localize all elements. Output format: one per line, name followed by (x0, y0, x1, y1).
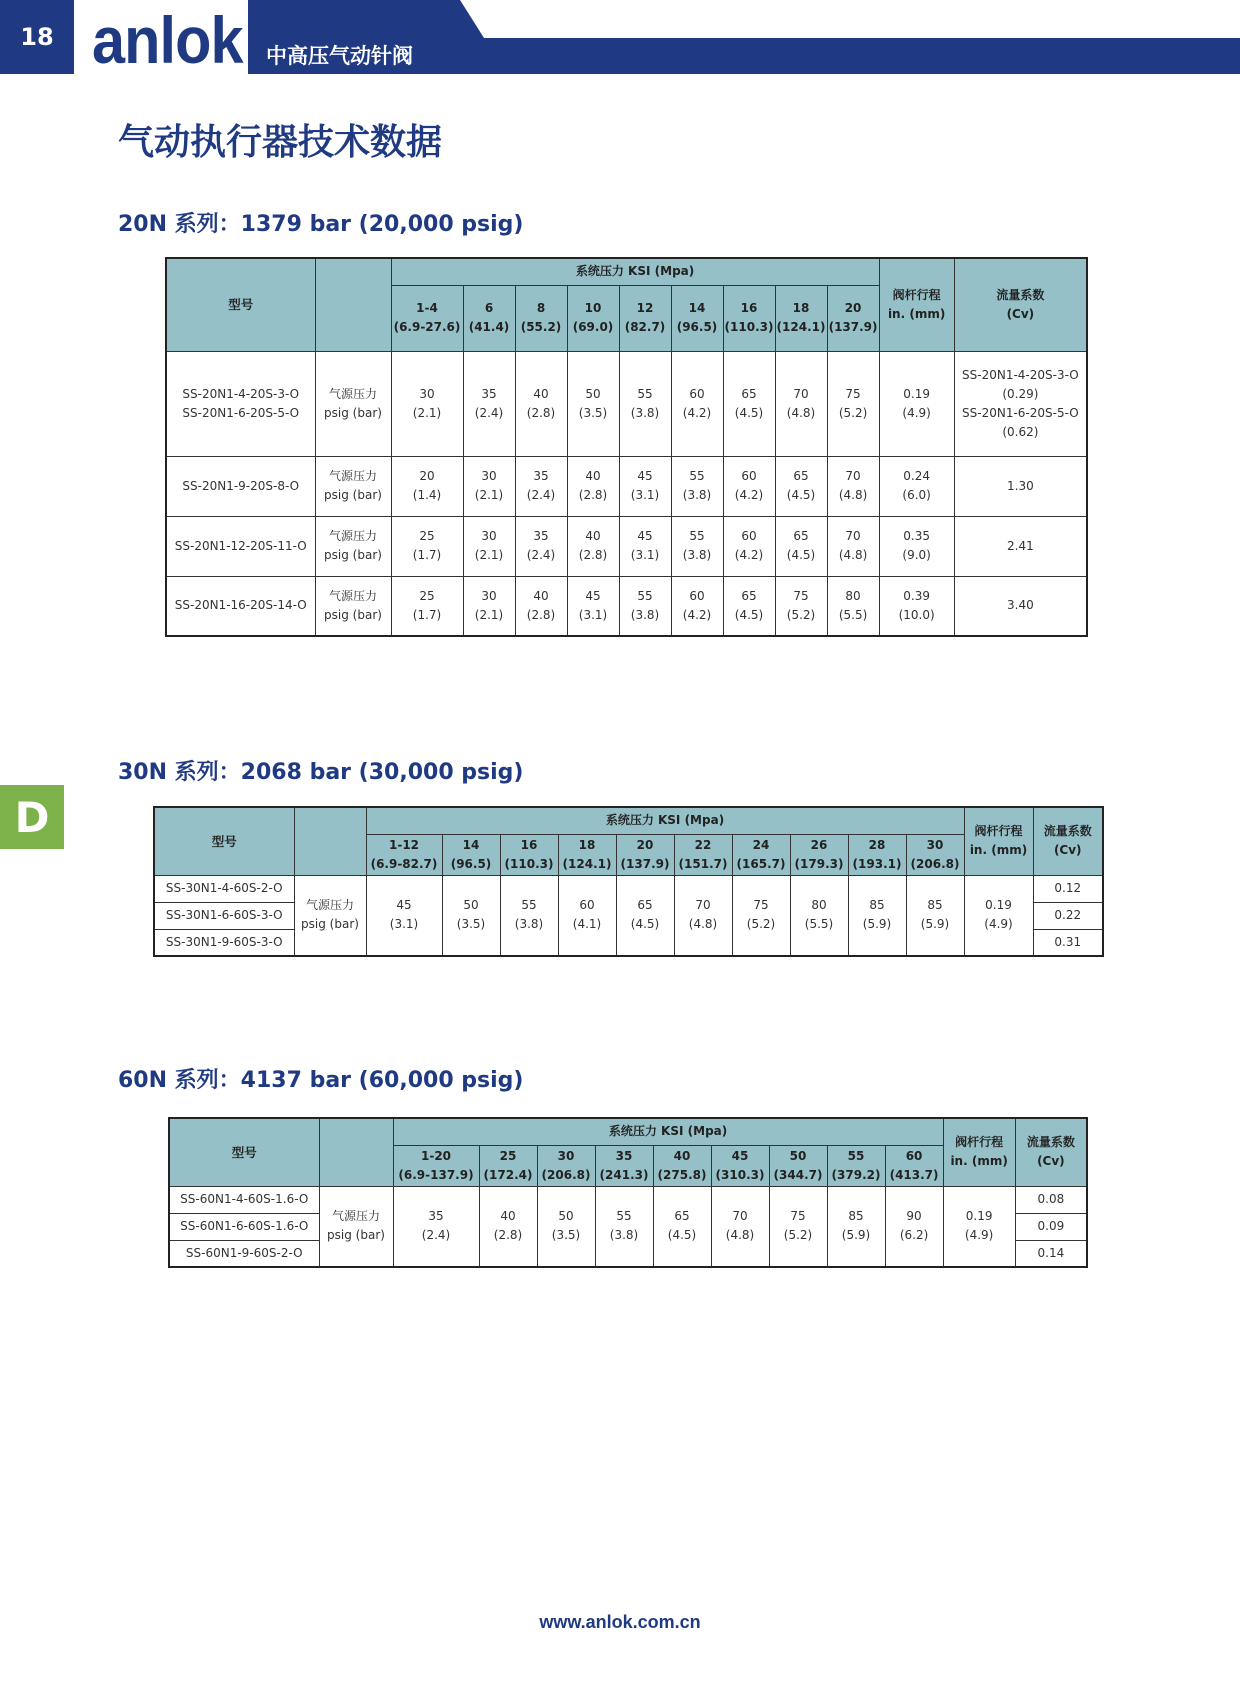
footer-website: www.anlok.com.cn (539, 1612, 701, 1632)
pressure-value: 55 (3.8) (619, 576, 671, 636)
cv-header: 流量系数 (Cv) (954, 258, 1087, 351)
table-row (166, 516, 1087, 576)
pressure-column-header: 40 (275.8) (653, 1145, 711, 1186)
table-row (166, 456, 1087, 516)
model-header: 型号 (166, 258, 315, 351)
page-title: 气动执行器技术数据 (118, 122, 443, 163)
stroke-value: 0.39 (10.0) (879, 576, 954, 636)
pressure-value: 75 (5.2) (769, 1186, 827, 1267)
pressure-value: 40 (2.8) (567, 516, 619, 576)
pressure-value: 65 (4.5) (775, 516, 827, 576)
pressure-value: 70 (4.8) (674, 875, 732, 956)
pressure-value: 90 (6.2) (885, 1186, 943, 1267)
pressure-value: 65 (4.5) (653, 1186, 711, 1267)
pressure-value: 30 (2.1) (463, 456, 515, 516)
model-cell: SS-20N1-4-20S-3-O SS-20N1-6-20S-5-O (166, 351, 315, 456)
pressure-column-header: 1-20 (6.9-137.9) (393, 1145, 479, 1186)
pressure-value: 75 (5.2) (827, 351, 879, 456)
pressure-column-header: 45 (310.3) (711, 1145, 769, 1186)
pressure-value: 85 (5.9) (906, 875, 964, 956)
source-pressure-label: 气源压力 psig (bar) (294, 875, 366, 956)
pressure-value: 35 (2.4) (463, 351, 515, 456)
pressure-value: 70 (4.8) (827, 456, 879, 516)
pressure-column-header: 1-4 (6.9-27.6) (391, 285, 463, 351)
pressure-column-header: 14 (96.5) (442, 834, 500, 875)
source-pressure-header (315, 258, 391, 351)
pressure-value: 50 (3.5) (442, 875, 500, 956)
pressure-value: 55 (3.8) (595, 1186, 653, 1267)
model-cell: SS-30N1-6-60S-3-O (154, 902, 294, 929)
stroke-value: 0.19 (4.9) (964, 875, 1033, 956)
cv-value: 2.41 (954, 516, 1087, 576)
cv-value: 3.40 (954, 576, 1087, 636)
pressure-value: 85 (5.9) (827, 1186, 885, 1267)
pressure-value: 80 (5.5) (790, 875, 848, 956)
source-pressure-label: 气源压力 psig (bar) (319, 1186, 393, 1267)
pressure-column-header: 6 (41.4) (463, 285, 515, 351)
pressure-value: 65 (4.5) (723, 576, 775, 636)
stroke-value: 0.19 (4.9) (879, 351, 954, 456)
pressure-column-header: 25 (172.4) (479, 1145, 537, 1186)
pressure-value: 55 (3.8) (671, 516, 723, 576)
spec-table-30n (153, 806, 1104, 957)
model-header: 型号 (169, 1118, 319, 1186)
stroke-header: 阀杆行程 in. (mm) (964, 807, 1033, 875)
pressure-value: 45 (3.1) (366, 875, 442, 956)
pressure-column-header: 60 (413.7) (885, 1145, 943, 1186)
pressure-value: 60 (4.2) (723, 516, 775, 576)
section-title-20n: 20N 系列：1379 bar (20,000 psig) (118, 212, 524, 237)
cv-value: 0.12 (1033, 875, 1103, 902)
pressure-value: 75 (5.2) (775, 576, 827, 636)
cv-header: 流量系数 (Cv) (1015, 1118, 1087, 1186)
pressure-column-header: 35 (241.3) (595, 1145, 653, 1186)
stroke-header: 阀杆行程 in. (mm) (879, 258, 954, 351)
system-pressure-header: 系统压力 KSI (Mpa) (366, 807, 964, 834)
pressure-value: 55 (3.8) (619, 351, 671, 456)
pressure-value: 70 (4.8) (711, 1186, 769, 1267)
pressure-value: 65 (4.5) (723, 351, 775, 456)
stroke-header: 阀杆行程 in. (mm) (943, 1118, 1015, 1186)
model-cell: SS-20N1-9-20S-8-O (166, 456, 315, 516)
source-pressure-header (319, 1118, 393, 1186)
source-pressure-header (294, 807, 366, 875)
pressure-column-header: 12 (82.7) (619, 285, 671, 351)
pressure-value: 70 (4.8) (827, 516, 879, 576)
section-title-60n: 60N 系列：4137 bar (60,000 psig) (118, 1068, 524, 1093)
model-cell: SS-60N1-9-60S-2-O (169, 1240, 319, 1267)
pressure-column-header: 16 (110.3) (500, 834, 558, 875)
pressure-value: 80 (5.5) (827, 576, 879, 636)
stroke-value: 0.19 (4.9) (943, 1186, 1015, 1267)
table-row (166, 351, 1087, 456)
cv-value: 0.14 (1015, 1240, 1087, 1267)
stroke-value: 0.24 (6.0) (879, 456, 954, 516)
pressure-value: 85 (5.9) (848, 875, 906, 956)
table-row (154, 875, 1103, 902)
pressure-value: 35 (2.4) (515, 516, 567, 576)
pressure-value: 50 (3.5) (537, 1186, 595, 1267)
pressure-column-header: 8 (55.2) (515, 285, 567, 351)
pressure-column-header: 14 (96.5) (671, 285, 723, 351)
table-row (169, 1186, 1087, 1213)
pressure-value: 30 (2.1) (391, 351, 463, 456)
source-pressure-label: 气源压力 psig (bar) (315, 456, 391, 516)
pressure-value: 25 (1.7) (391, 576, 463, 636)
spec-table-60n (168, 1117, 1088, 1268)
pressure-value: 75 (5.2) (732, 875, 790, 956)
pressure-value: 60 (4.2) (671, 576, 723, 636)
pressure-value: 45 (3.1) (619, 456, 671, 516)
pressure-value: 30 (2.1) (463, 516, 515, 576)
pressure-value: 25 (1.7) (391, 516, 463, 576)
pressure-value: 60 (4.2) (671, 351, 723, 456)
spec-table-20n (165, 257, 1088, 637)
model-cell: SS-60N1-6-60S-1.6-O (169, 1213, 319, 1240)
cv-value: 0.31 (1033, 929, 1103, 956)
pressure-column-header: 30 (206.8) (537, 1145, 595, 1186)
model-cell: SS-30N1-4-60S-2-O (154, 875, 294, 902)
source-pressure-label: 气源压力 psig (bar) (315, 576, 391, 636)
pressure-column-header: 18 (124.1) (775, 285, 827, 351)
pressure-column-header: 20 (137.9) (827, 285, 879, 351)
pressure-column-header: 18 (124.1) (558, 834, 616, 875)
cv-value: 0.22 (1033, 902, 1103, 929)
pressure-value: 50 (3.5) (567, 351, 619, 456)
pressure-value: 45 (3.1) (619, 516, 671, 576)
pressure-column-header: 26 (179.3) (790, 834, 848, 875)
pressure-value: 65 (4.5) (775, 456, 827, 516)
pressure-column-header: 16 (110.3) (723, 285, 775, 351)
source-pressure-label: 气源压力 psig (bar) (315, 516, 391, 576)
pressure-value: 40 (2.8) (515, 351, 567, 456)
pressure-value: 70 (4.8) (775, 351, 827, 456)
model-cell: SS-20N1-16-20S-14-O (166, 576, 315, 636)
stroke-value: 0.35 (9.0) (879, 516, 954, 576)
model-cell: SS-20N1-12-20S-11-O (166, 516, 315, 576)
pressure-column-header: 10 (69.0) (567, 285, 619, 351)
pressure-value: 55 (3.8) (500, 875, 558, 956)
pressure-value: 35 (2.4) (515, 456, 567, 516)
cv-value: 1.30 (954, 456, 1087, 516)
pressure-value: 40 (2.8) (479, 1186, 537, 1267)
source-pressure-label: 气源压力 psig (bar) (315, 351, 391, 456)
header-title: 中高压气动针阀 (266, 44, 413, 68)
pressure-column-header: 55 (379.2) (827, 1145, 885, 1186)
pressure-value: 55 (3.8) (671, 456, 723, 516)
anlok-logo: anlok (92, 3, 243, 77)
pressure-column-header: 28 (193.1) (848, 834, 906, 875)
pressure-column-header: 50 (344.7) (769, 1145, 827, 1186)
pressure-value: 30 (2.1) (463, 576, 515, 636)
table-row (166, 576, 1087, 636)
pressure-column-header: 22 (151.7) (674, 834, 732, 875)
system-pressure-header: 系统压力 KSI (Mpa) (393, 1118, 943, 1145)
section-title-30n: 30N 系列：2068 bar (30,000 psig) (118, 760, 524, 785)
pressure-value: 20 (1.4) (391, 456, 463, 516)
pressure-value: 40 (2.8) (515, 576, 567, 636)
page-number: 18 (0, 0, 74, 74)
section-tab: D (0, 785, 64, 849)
model-cell: SS-30N1-9-60S-3-O (154, 929, 294, 956)
system-pressure-header: 系统压力 KSI (Mpa) (391, 258, 879, 285)
pressure-value: 60 (4.2) (723, 456, 775, 516)
cv-value: SS-20N1-4-20S-3-O (0.29) SS-20N1-6-20S-5-O (0.62) (954, 351, 1087, 456)
pressure-value: 65 (4.5) (616, 875, 674, 956)
pressure-value: 60 (4.1) (558, 875, 616, 956)
pressure-value: 40 (2.8) (567, 456, 619, 516)
pressure-value: 45 (3.1) (567, 576, 619, 636)
pressure-value: 35 (2.4) (393, 1186, 479, 1267)
pressure-column-header: 1-12 (6.9-82.7) (366, 834, 442, 875)
pressure-column-header: 20 (137.9) (616, 834, 674, 875)
cv-value: 0.09 (1015, 1213, 1087, 1240)
pressure-column-header: 30 (206.8) (906, 834, 964, 875)
model-cell: SS-60N1-4-60S-1.6-O (169, 1186, 319, 1213)
pressure-column-header: 24 (165.7) (732, 834, 790, 875)
cv-header: 流量系数 (Cv) (1033, 807, 1103, 875)
model-header: 型号 (154, 807, 294, 875)
cv-value: 0.08 (1015, 1186, 1087, 1213)
